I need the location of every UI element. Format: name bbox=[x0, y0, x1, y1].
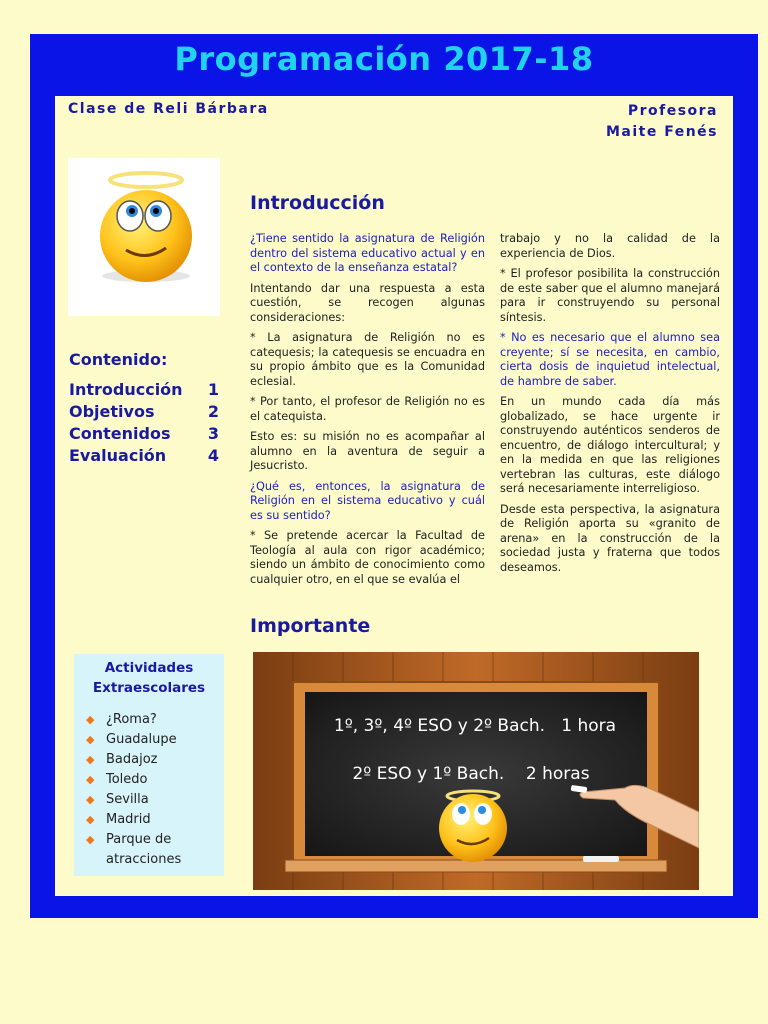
angel-smiley-icon bbox=[68, 158, 220, 316]
class-name: Clase de Reli Bárbara bbox=[68, 101, 269, 117]
paragraph: * No es necesario que el alumno sea creyente; sí se necesita, en cambio, cierta dosis de inquietud intelectual, de hambre de saber. bbox=[500, 331, 720, 388]
toc-label: Contenidos bbox=[69, 424, 171, 443]
diamond-bullet-icon: ◆ bbox=[86, 773, 95, 786]
toc-page: 2 bbox=[207, 402, 219, 421]
teacher-role: Profesora bbox=[627, 103, 718, 119]
diamond-bullet-icon: ◆ bbox=[86, 813, 95, 826]
list-item-label: Guadalupe bbox=[106, 732, 177, 747]
table-of-contents bbox=[69, 350, 219, 467]
chalkboard-illustration bbox=[253, 652, 699, 890]
list-item-label: Sevilla bbox=[106, 792, 149, 807]
list-item-label: Badajoz bbox=[106, 752, 158, 767]
toc-page: 1 bbox=[207, 380, 219, 399]
intro-heading: Introducción bbox=[250, 192, 385, 214]
contents-heading: Contenido: bbox=[69, 350, 168, 369]
toc-item[interactable] bbox=[69, 423, 219, 445]
paragraph: Intentando dar una respuesta a esta cuestión, se recogen algunas consideraciones: bbox=[250, 281, 485, 324]
paragraph: * La asignatura de Religión no es catequesis; la catequesis se encuadra en su propio ámbito que es la Comunidad eclesial. bbox=[250, 331, 485, 388]
teacher-name: Maite Fenés bbox=[605, 124, 718, 140]
toc-page: 4 bbox=[207, 446, 219, 465]
board-line-2: 2º ESO y 1º Bach. 2 horas bbox=[352, 764, 590, 784]
paragraph: * El profesor posibilita la construcción de este saber que el alumno manejará para ir construyendo su personal síntesis. bbox=[500, 267, 720, 324]
activities-heading-line: Extraescolares bbox=[92, 680, 206, 696]
diamond-bullet-icon: ◆ bbox=[86, 713, 95, 726]
chalkboard-image bbox=[253, 652, 699, 890]
teacher-block bbox=[606, 101, 718, 143]
importante-heading: Importante bbox=[250, 615, 371, 637]
board-line-1: 1º, 3º, 4º ESO y 2º Bach. 1 hora bbox=[333, 716, 617, 736]
toc-page: 3 bbox=[207, 424, 219, 443]
paragraph: * Por tanto, el profesor de Religión no es el catequista. bbox=[250, 395, 485, 423]
activities-heading-line: Actividades bbox=[104, 660, 194, 676]
list-item bbox=[86, 830, 224, 870]
list-item bbox=[86, 750, 224, 770]
list-item bbox=[86, 710, 224, 730]
toc-item[interactable] bbox=[69, 401, 219, 423]
intro-column-2 bbox=[500, 232, 720, 581]
activities-box bbox=[74, 654, 224, 876]
diamond-bullet-icon: ◆ bbox=[86, 753, 95, 766]
toc-label: Introducción bbox=[69, 380, 183, 399]
paragraph: Desde esta perspectiva, la asignatura de Religión aporta su «granito de arena» en la construcción de la sociedad justa y fraterna que todos deseamos. bbox=[500, 502, 720, 574]
list-item-label: Parque de atracciones bbox=[106, 832, 182, 867]
list-item bbox=[86, 770, 224, 790]
intro-column-1 bbox=[250, 232, 485, 593]
list-item-label: Madrid bbox=[106, 812, 151, 827]
paragraph: trabajo y no la calidad de la experiencia de Dios. bbox=[500, 232, 720, 260]
paragraph: Esto es: su misión no es acompañar al alumno en la aventura de seguir a Jesucristo. bbox=[250, 430, 485, 472]
list-item-label: ¿Roma? bbox=[106, 712, 157, 727]
angel-smiley-image bbox=[68, 158, 220, 316]
diamond-bullet-icon: ◆ bbox=[86, 733, 95, 746]
paragraph: * Se pretende acercar la Facultad de Teología al aula con rigor académico; siendo un ámbito de conocimiento como cualquier otro, en el que se evalúa el bbox=[250, 529, 485, 586]
diamond-bullet-icon: ◆ bbox=[86, 833, 95, 846]
toc-label: Objetivos bbox=[69, 402, 155, 421]
toc-item[interactable] bbox=[69, 379, 219, 401]
activities-heading bbox=[74, 658, 224, 698]
list-item-label: Toledo bbox=[106, 772, 148, 787]
activities-list bbox=[74, 710, 224, 870]
paragraph: En un mundo cada día más globalizado, se hace urgente ir construyendo auténticos senderos de encuentro, de diálogo intercultural; y en la medida en que las religiones vertebran las culturas, este diálogo será necesariamente interreligioso. bbox=[500, 395, 720, 495]
toc-item[interactable] bbox=[69, 445, 219, 467]
paragraph: ¿Qué es, entonces, la asignatura de Religión en el sistema educativo y cuál es su sentido? bbox=[250, 479, 485, 522]
list-item bbox=[86, 790, 224, 810]
paragraph: ¿Tiene sentido la asignatura de Religión dentro del sistema educativo actual y en el contexto de la enseñanza estatal? bbox=[250, 232, 485, 274]
list-item bbox=[86, 730, 224, 750]
toc-label: Evaluación bbox=[69, 446, 167, 465]
page-title: Programación 2017-18 bbox=[174, 40, 594, 78]
diamond-bullet-icon: ◆ bbox=[86, 793, 95, 806]
list-item bbox=[86, 810, 224, 830]
